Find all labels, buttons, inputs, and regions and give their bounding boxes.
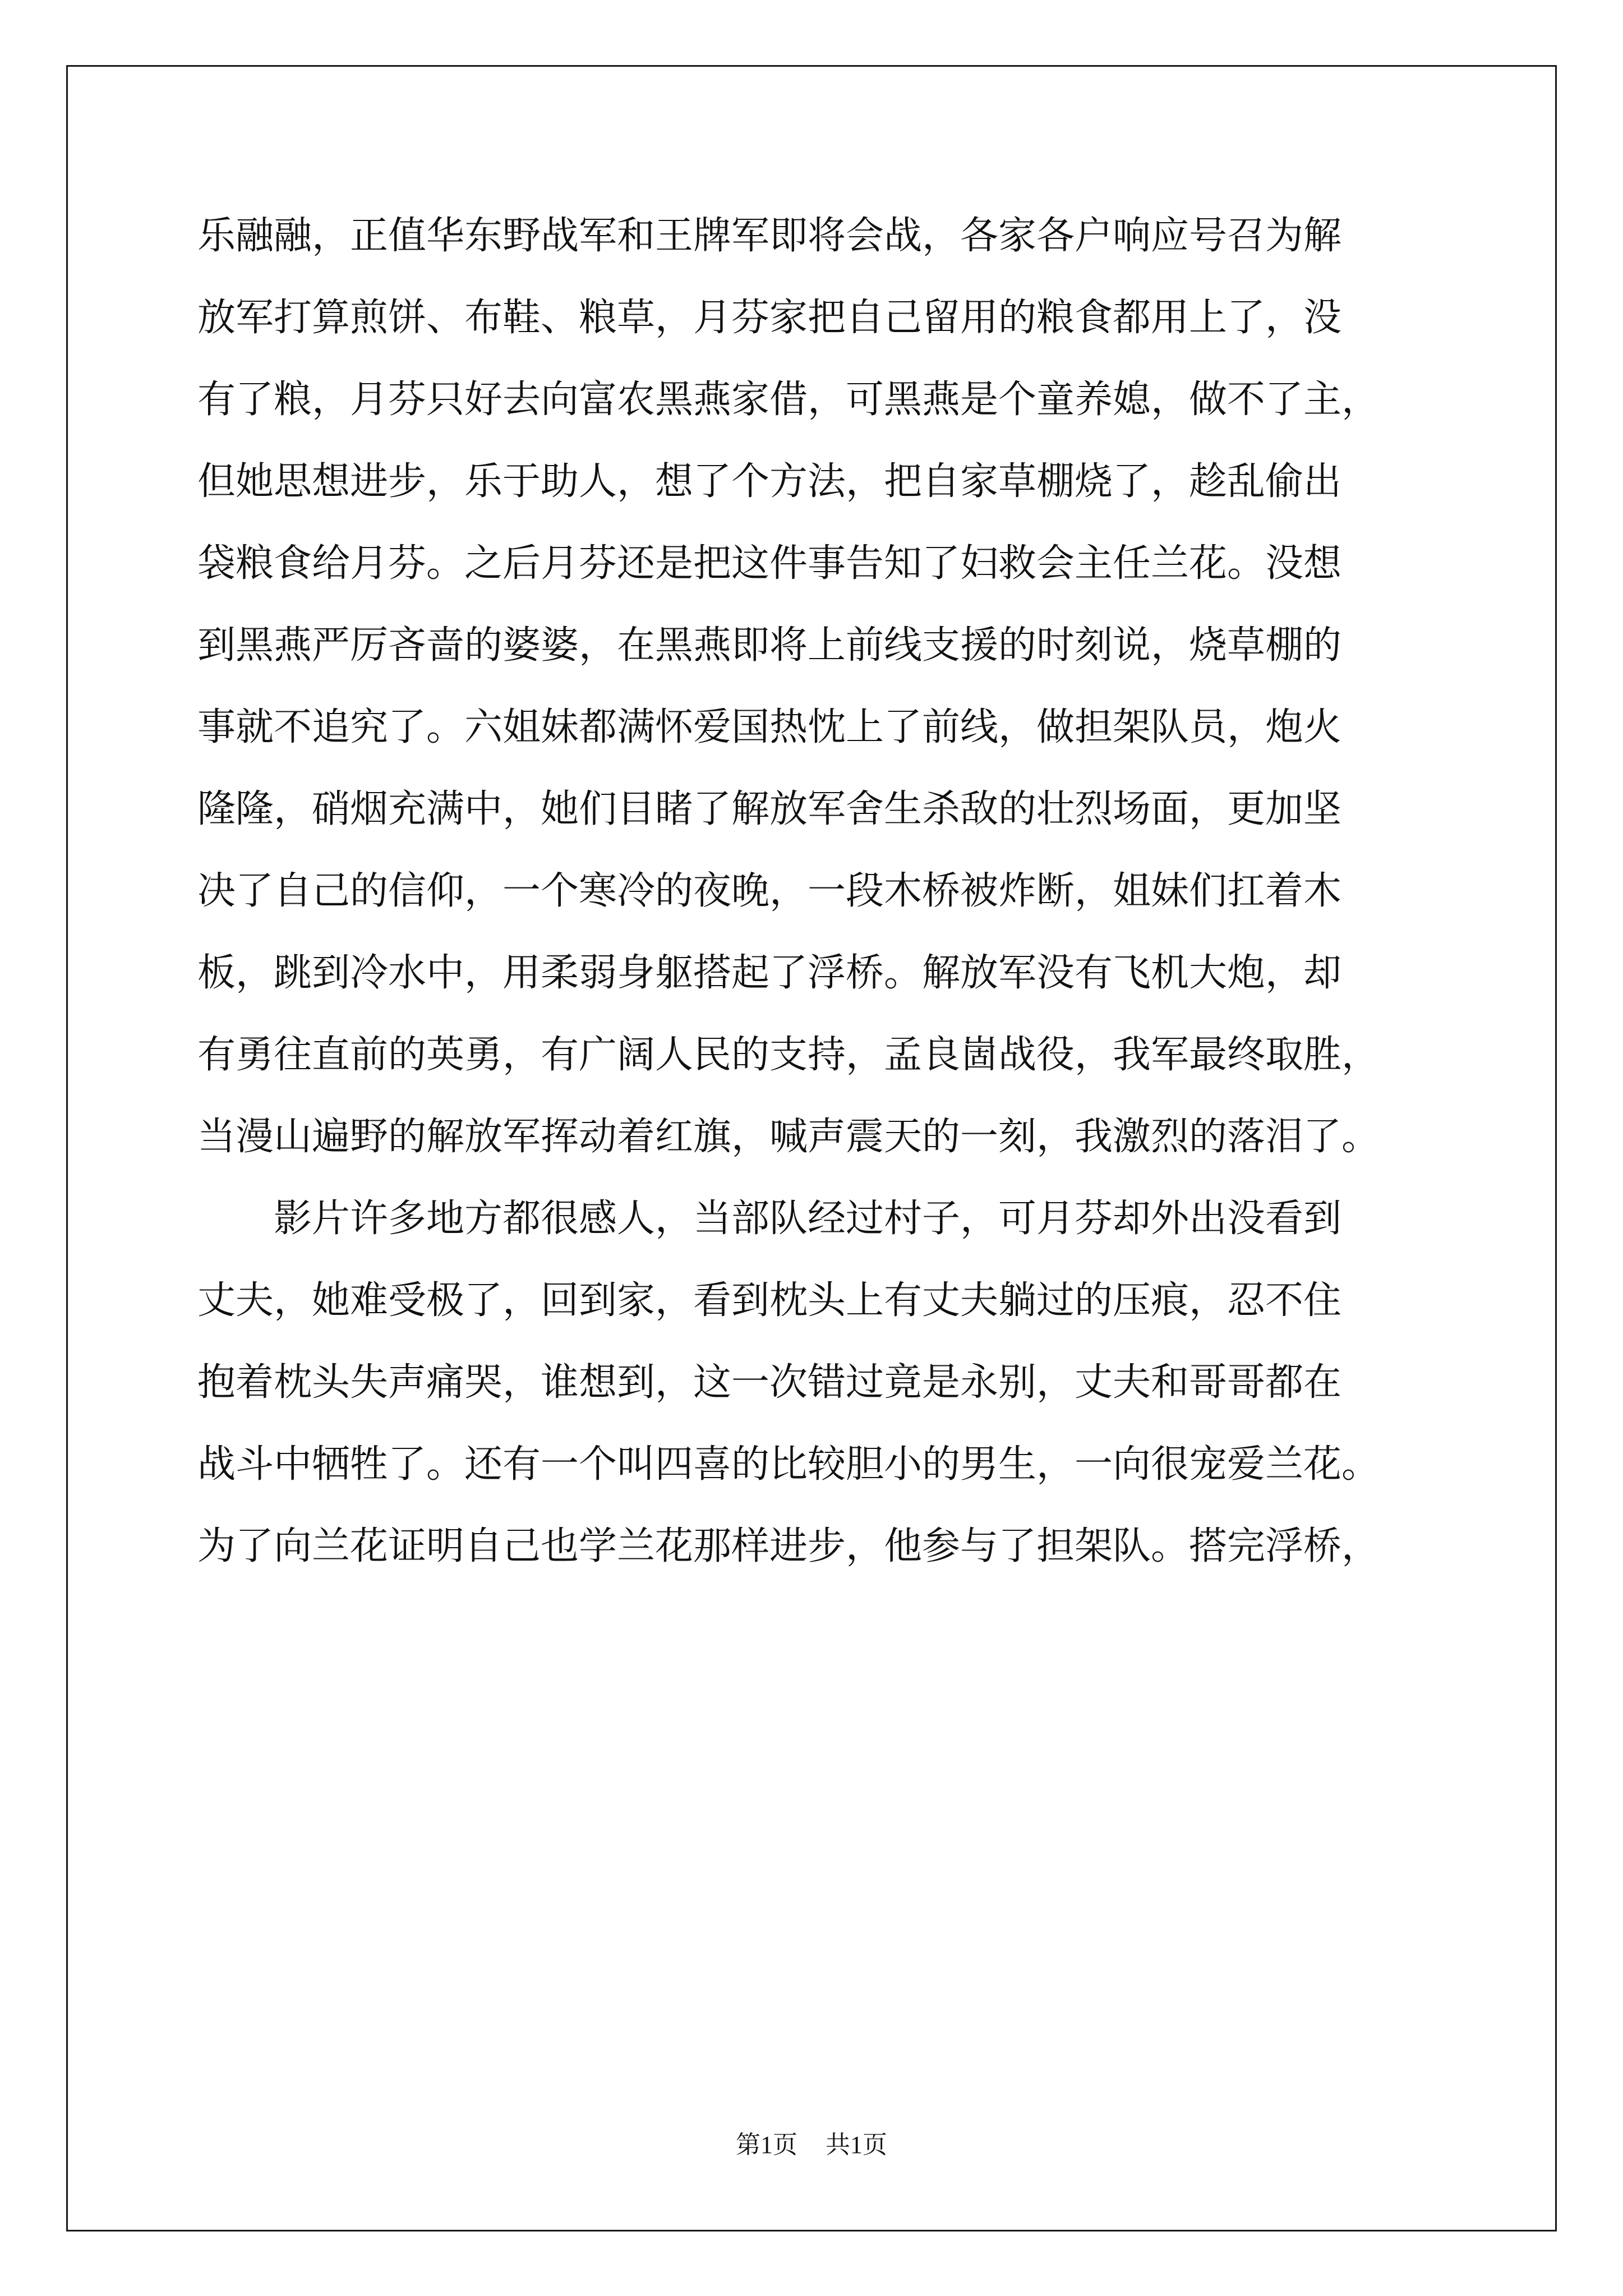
paragraph-start-line: 影片许多地方都很感人，当部队经过村子，可月芬却外出没看到 [274, 1197, 1342, 1241]
text-line-11: 有勇往直前的英勇，有广阔人民的支持，孟良崮战役，我军最终取胜， [197, 1033, 1380, 1077]
text-line-15: 抱着枕头失声痛哭，谁想到，这一次错过竟是永别，丈夫和哥哥都在 [197, 1360, 1342, 1405]
text-line-4: 但她思想进步，乐于助人，想了个方法，把自家草棚烧了，趁乱偷出 [197, 459, 1342, 504]
text-line-16: 战斗中牺牲了。还有一个叫四喜的比较胆小的男生，一向很宠爱兰花。 [197, 1442, 1380, 1487]
page-footer [0, 2129, 1623, 2161]
text-line-5: 袋粮食给月芬。之后月芬还是把这件事告知了妇救会主任兰花。没想 [197, 541, 1342, 586]
text-line-7: 事就不追究了。六姐妹都满怀爱国热忱上了前线，做担架队员，炮火 [197, 705, 1342, 749]
page-number-total: 共1页 [826, 2131, 887, 2159]
text-line-9: 决了自己的信仰，一个寒冷的夜晚，一段木桥被炸断，姐妹们扛着木 [197, 869, 1342, 913]
text-line-14: 丈夫，她难受极了，回到家，看到枕头上有丈夫躺过的压痕，忍不住 [197, 1278, 1342, 1323]
text-line-17: 为了向兰花证明自己也学兰花那样进步，他参与了担架队。搭完浮桥， [197, 1524, 1380, 1568]
text-line-2: 放军打算煎饼、布鞋、粮草，月芬家把自己留用的粮食都用上了，没 [197, 296, 1342, 340]
text-line-6: 到黑燕严厉吝啬的婆婆，在黑燕即将上前线支援的时刻说，烧草棚的 [197, 623, 1342, 668]
text-line-8: 隆隆，硝烟充满中，她们目睹了解放军舍生杀敌的壮烈场面，更加坚 [197, 787, 1342, 831]
page-number-current: 第1页 [736, 2131, 797, 2159]
text-line-10: 板，跳到冷水中，用柔弱身躯搭起了浮桥。解放军没有飞机大炮，却 [197, 951, 1342, 995]
text-line-3: 有了粮，月芬只好去向富农黑燕家借，可黑燕是个童养媳，做不了主， [197, 378, 1380, 422]
text-line-1: 乐融融，正值华东野战军和王牌军即将会战，各家各户响应号召为解 [197, 214, 1342, 258]
text-line-12: 当漫山遍野的解放军挥动着红旗，喊声震天的一刻，我激烈的落泪了。 [197, 1115, 1380, 1159]
document-body [197, 208, 1437, 1600]
